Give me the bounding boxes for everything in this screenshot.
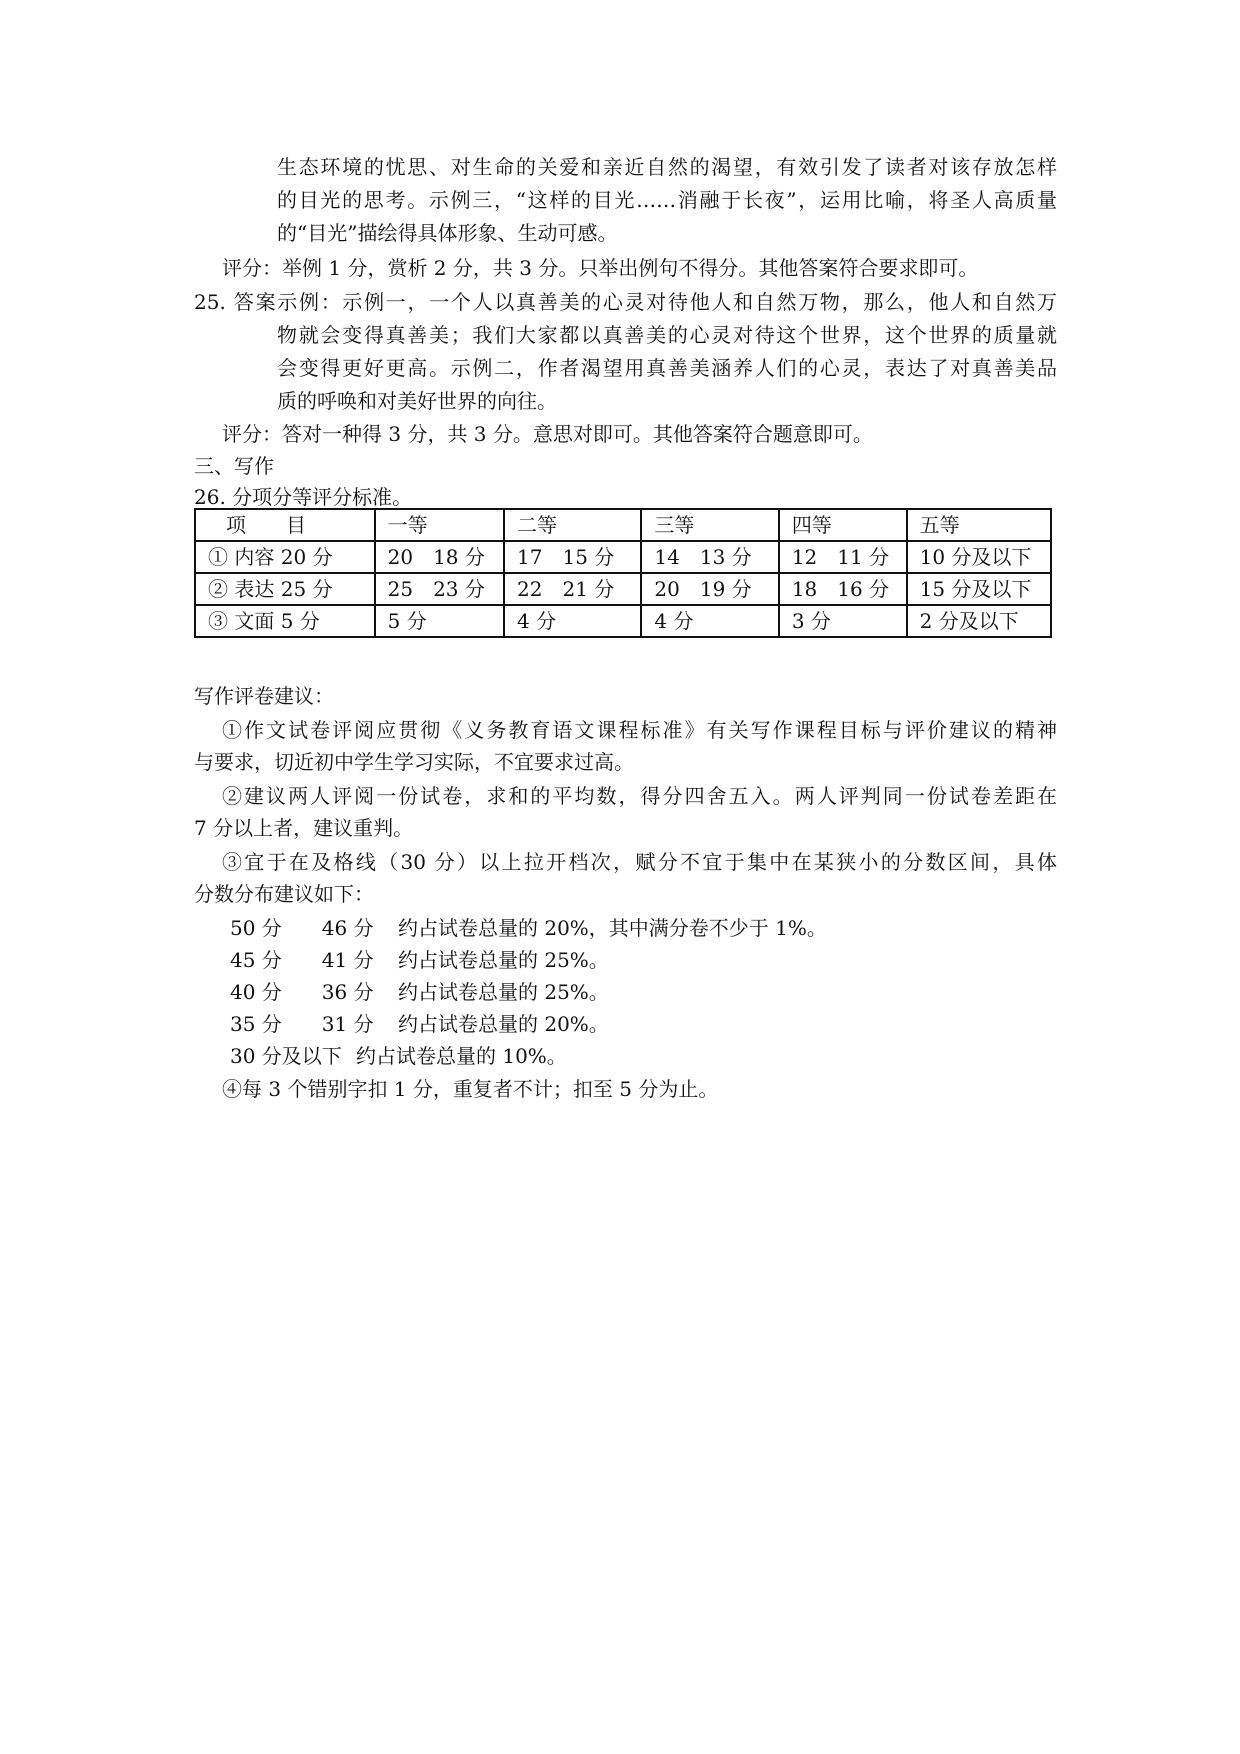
suggestion-1-line-2: 与要求，切近初中学生学习实际，不宜要求过高。 [194,750,634,774]
table-cell: 3 分 [779,605,907,637]
table-cell: 18 16 分 [779,573,907,605]
table-cell: ② 表达 25 分 [195,573,375,605]
suggestions-heading: 写作评卷建议： [194,684,334,708]
distribution-desc: 约占试卷总量的 10%。 [356,1044,567,1068]
table-cell: 4 分 [641,605,778,637]
distribution-desc: 约占试卷总量的 20%。 [398,1012,609,1036]
table-cell: 4 分 [504,605,641,637]
table-header-cell: 三等 [641,509,778,541]
table-cell: 10 分及以下 [907,541,1051,573]
table-cell: 17 15 分 [504,541,641,573]
suggestion-2-line-1: ②建议两人评阅一份试卷，求和的平均数，得分四舍五入。两人评判同一份试卷差距在 [222,784,1057,808]
table-header-cell: 五等 [907,509,1051,541]
table-row [195,605,1051,637]
table-row [195,573,1051,605]
question-26-heading: 26. 分项分等评分标准。 [194,485,413,509]
answer-25-line-2: 物就会变得真善美；我们大家都以真善美的心灵对待这个世界，这个世界的质量就 [277,323,1057,347]
suggestion-1-line-1: ①作文试卷评阅应贯彻《义务教育语文课程标准》有关写作课程目标与评价建议的精神 [222,718,1057,742]
answer-25-line-4: 质的呼唤和对美好世界的向往。 [277,389,557,413]
table-row [195,541,1051,573]
suggestion-2-line-2: 7 分以上者，建议重判。 [194,816,414,840]
table-cell: ① 内容 20 分 [195,541,375,573]
answer-25-line-1: 25. 答案示例：示例一，一个人以真善美的心灵对待他人和自然万物，那么，他人和自然万 [194,290,1057,314]
table-header-cell: 二等 [504,509,641,541]
scoring-25: 评分：答对一种得 3 分，共 3 分。意思对即可。其他答案符合题意即可。 [222,422,873,446]
answer-24-line-3: 的“目光”描绘得具体形象、生动可感。 [277,221,618,245]
distribution-desc: 约占试卷总量的 25%。 [398,980,609,1004]
answer-24-line-2: 的目光的思考。示例三，“这样的目光……消融于长夜”，运用比喻，将圣人高质量 [277,188,1057,212]
distribution-range: 45 分 41 分 [230,948,374,972]
answer-24-line-1: 生态环境的忧思、对生命的关爱和亲近自然的渴望，有效引发了读者对该存放怎样 [277,155,1057,179]
distribution-range: 40 分 36 分 [230,980,374,1004]
suggestion-3-line-1: ③宜于在及格线（30 分）以上拉开档次，赋分不宜于集中在某狭小的分数区间，具体 [222,850,1057,874]
table-cell: 5 分 [375,605,504,637]
table-header-cell: 项 目 [195,509,375,541]
table-header-cell: 一等 [375,509,504,541]
distribution-desc: 约占试卷总量的 20%，其中满分卷不少于 1%。 [398,916,827,940]
table-cell: ③ 文面 5 分 [195,605,375,637]
suggestion-4: ④每 3 个错别字扣 1 分，重复者不计；扣至 5 分为止。 [222,1077,719,1101]
table-cell: 22 21 分 [504,573,641,605]
table-cell: 15 分及以下 [907,573,1051,605]
distribution-range: 50 分 46 分 [230,916,374,940]
table-cell: 12 11 分 [779,541,907,573]
table-cell: 20 19 分 [641,573,778,605]
table-cell: 25 23 分 [375,573,504,605]
distribution-range: 30 分及以下 [230,1044,342,1068]
table-cell: 14 13 分 [641,541,778,573]
scoring-24: 评分：举例 1 分，赏析 2 分，共 3 分。只举出例句不得分。其他答案符合要求即可。 [222,256,979,280]
section-heading: 三、写作 [194,454,274,478]
table-cell: 20 18 分 [375,541,504,573]
table-header-row [195,509,1051,541]
suggestion-3-line-2: 分数分布建议如下： [194,882,374,906]
scoring-table [194,508,1052,638]
answer-25-line-3: 会变得更好更高。示例二，作者渴望用真善美涵养人们的心灵，表达了对真善美品 [277,356,1057,380]
distribution-range: 35 分 31 分 [230,1012,374,1036]
table-header-cell: 四等 [779,509,907,541]
distribution-desc: 约占试卷总量的 25%。 [398,948,609,972]
table-cell: 2 分及以下 [907,605,1051,637]
